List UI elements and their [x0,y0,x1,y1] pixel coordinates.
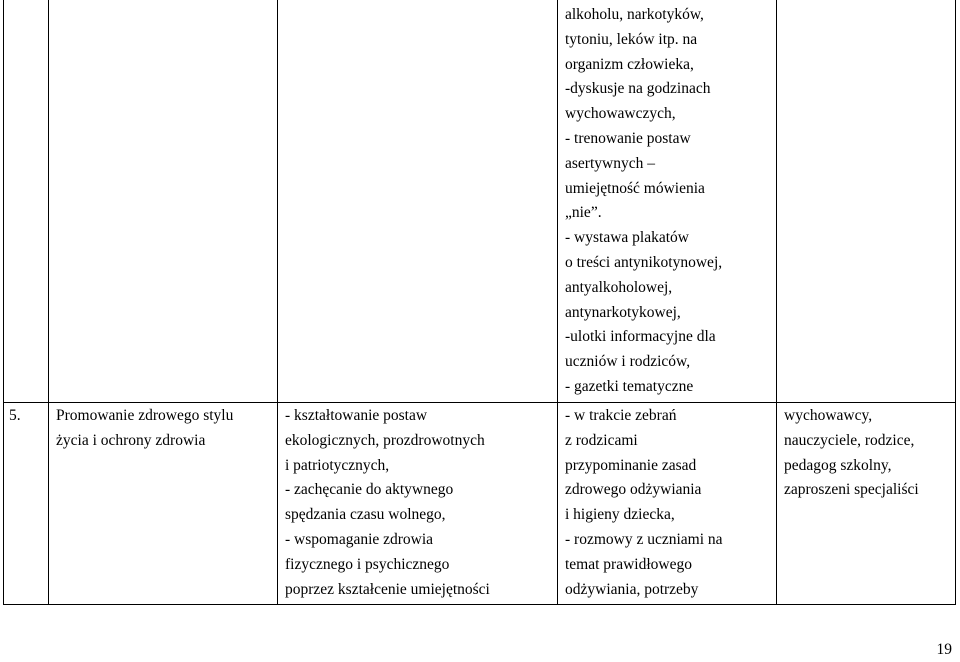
text-line: przypominanie zasad [565,456,697,474]
table-divider-3 [557,0,558,605]
text-line: - kształtowanie postaw [285,407,428,424]
text-line: odżywiania, potrzeby [565,580,699,598]
text-line: ekologicznych, prozdrowotnych [285,431,485,449]
upper-forms-cell [565,3,722,400]
text-line: - rozmowy z uczniami na [565,530,723,548]
text-line: wychowawczych, [565,105,676,123]
text-line: z rodzicami [565,431,638,449]
text-line: tytoniu, leków itp. na [565,30,698,48]
text-line: -ulotki informacyjne dla [565,328,716,346]
text-line: zaproszeni specjaliści [784,481,919,499]
text-line: - trenowanie postaw [565,129,691,147]
text-line: i patriotycznych, [285,456,390,474]
text-line: wychowawcy, [784,407,873,424]
text-line: uczniów i rodziców, [565,353,691,371]
goals-cell [285,404,490,602]
text-line: poprzez kształcenie umiejętności [285,580,490,598]
lower-forms-cell [565,404,723,602]
table-divider-1 [48,0,49,605]
text-line: antynarkotykowej, [565,303,681,321]
area-cell [56,404,233,454]
row-number: 5. [9,407,21,424]
table-divider-2 [277,0,278,605]
text-line: Promowanie zdrowego stylu [56,407,234,424]
responsible-cell [784,404,919,503]
text-line: zdrowego odżywiania [565,481,702,499]
row-separator [3,402,956,403]
text-line: antyalkoholowej, [565,278,673,296]
table-divider-4 [776,0,777,605]
text-line: - gazetki tematyczne [565,377,694,395]
text-line: życia i ochrony zdrowia [56,431,206,449]
text-line: -dyskusje na godzinach [565,80,711,98]
text-line: - wystawa plakatów [565,229,689,247]
text-line: pedagog szkolny, [784,456,892,474]
text-line: i higieny dziecka, [565,506,675,524]
page-number: 19 [936,641,952,658]
text-line: - w trakcie zebrań [565,407,677,424]
text-line: umiejętność mówienia [565,179,705,197]
row-number-cell [9,404,21,429]
table-border-bottom [3,604,956,605]
text-line: alkoholu, narkotyków, [565,6,704,23]
text-line: - wspomaganie zdrowia [285,530,434,548]
text-line: - zachęcanie do aktywnego [285,481,454,499]
text-line: spędzania czasu wolnego, [285,506,446,524]
table-border-right [955,0,956,605]
text-line: asertywnych – [565,154,655,172]
text-line: fizycznego i psychicznego [285,555,450,573]
text-line: nauczyciele, rodzice, [784,431,915,449]
table-border-left [3,0,4,605]
text-line: temat prawidłowego [565,555,692,573]
text-line: o treści antynikotynowej, [565,253,723,271]
text-line: „nie”. [565,204,602,222]
text-line: organizm człowieka, [565,55,694,73]
